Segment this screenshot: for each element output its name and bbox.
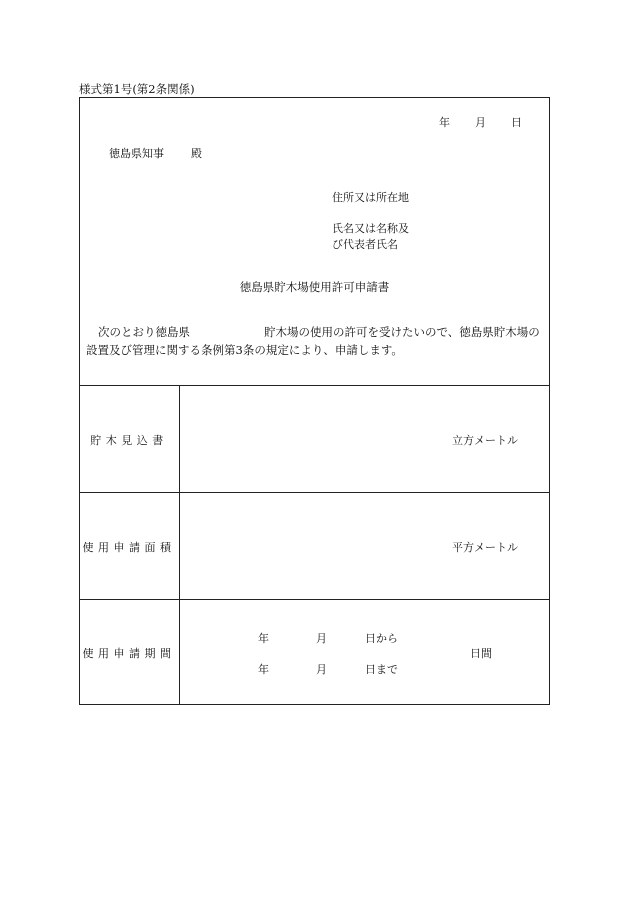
application-form-frame <box>79 97 550 705</box>
date-month-label: 月 <box>475 116 486 129</box>
unit-cubic-meters: 立方メートル <box>452 434 518 447</box>
period-to-day: 日まで <box>365 663 398 676</box>
body-line1-end: 貯木場の使用の許可を受けたいので、徳島県貯木場の <box>264 325 540 339</box>
document-title: 徳島県貯木場使用許可申請書 <box>239 280 390 294</box>
addressee-honorific: 殿 <box>191 147 202 160</box>
date-day-label: 日 <box>511 116 522 129</box>
addressee-name: 徳島県知事 <box>109 147 164 160</box>
unit-days: 日間 <box>470 647 492 660</box>
row-label-period: 使用申請期間 <box>82 647 176 660</box>
period-to-month: 月 <box>316 663 327 676</box>
applicant-name-label-1: 氏名又は名称及 <box>332 222 409 235</box>
applicant-name-label-2: び代表者氏名 <box>332 238 398 251</box>
body-line1-start: 次のとおり徳島県 <box>98 325 190 339</box>
divider-row-2 <box>79 599 550 600</box>
label-column-divider <box>179 385 180 705</box>
address-label: 住所又は所在地 <box>332 191 409 204</box>
period-from-day: 日から <box>365 632 398 645</box>
row-label-area: 使用申請面積 <box>82 541 176 554</box>
form-number: 様式第1号(第2条関係) <box>79 82 195 96</box>
period-from-year: 年 <box>258 632 269 645</box>
body-line2: 設置及び管理に関する条例第3条の規定により、申請します。 <box>86 343 403 357</box>
period-to-year: 年 <box>258 663 269 676</box>
divider-row-1 <box>79 492 550 493</box>
period-from-month: 月 <box>316 632 327 645</box>
unit-square-meters: 平方メートル <box>452 541 518 554</box>
row-label-storage-estimate: 貯木見込書 <box>90 434 168 447</box>
divider-header <box>79 385 550 386</box>
date-year-label: 年 <box>439 116 450 129</box>
